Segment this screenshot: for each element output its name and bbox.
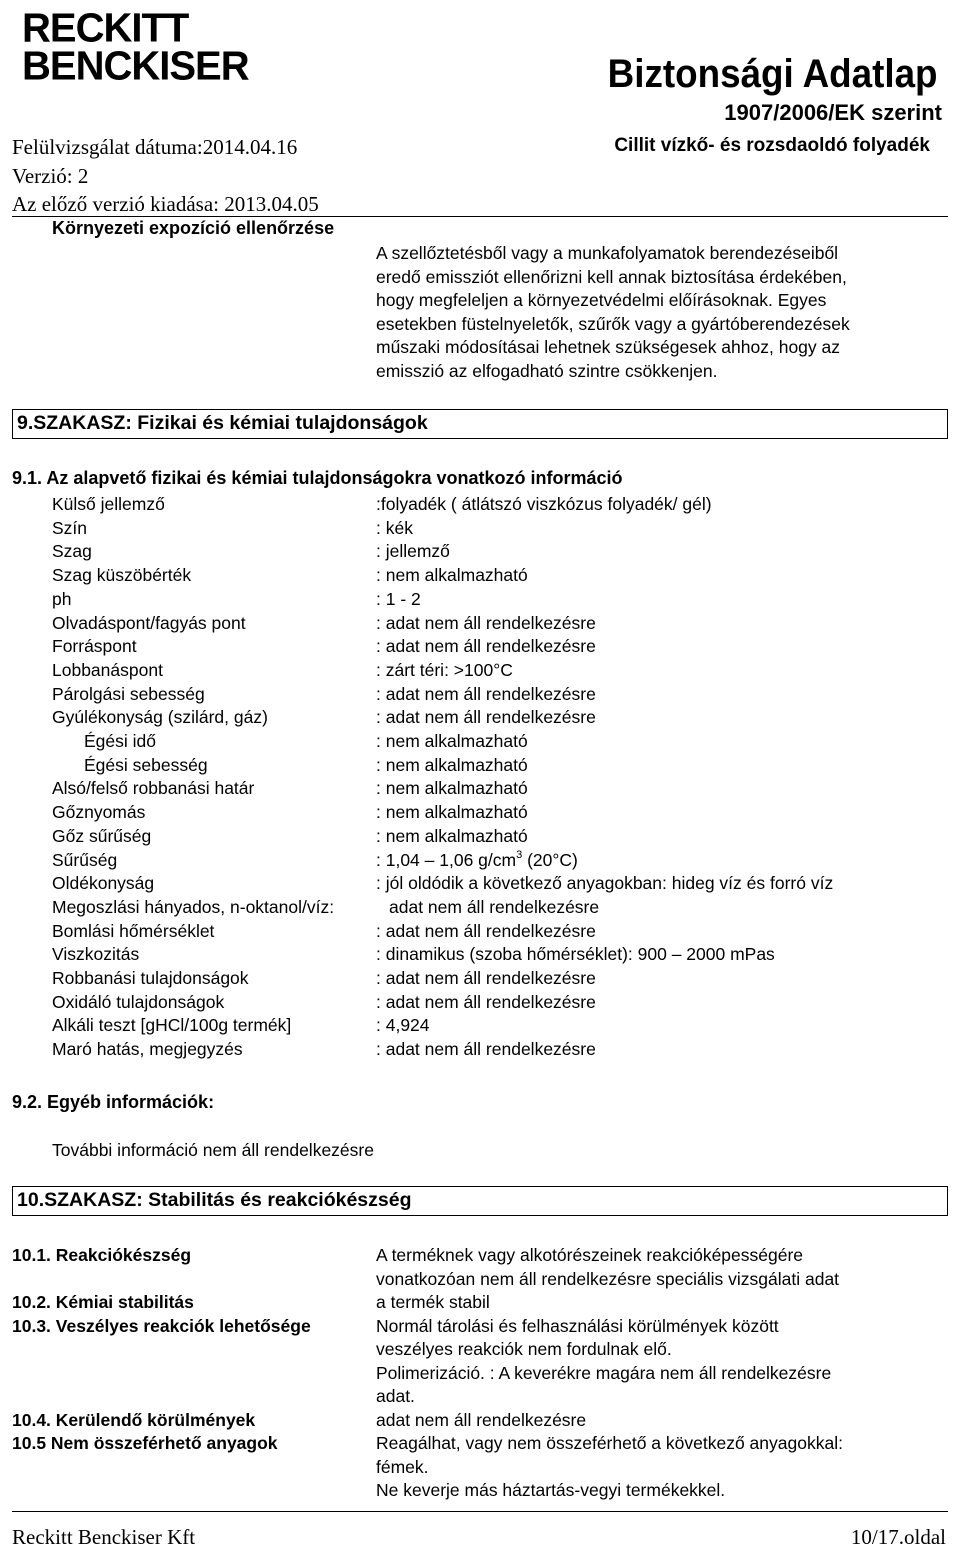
property-value	[376, 613, 596, 634]
env-line: eredő emissziót ellenőrizni kell annak biztosítása érdekében,	[376, 266, 847, 287]
property-label: Gyúlékonyság (szilárd, gáz)	[52, 707, 268, 728]
property-value	[376, 565, 528, 586]
property-value	[376, 873, 833, 894]
logo-text-line2: BENCKISER	[22, 43, 249, 89]
property-value	[376, 944, 775, 965]
stability-item-text: vonatkozóan nem áll rendelkezésre speciális vizsgálati adat	[376, 1268, 840, 1289]
env-line: A szellőztetésből vagy a munkafolyamatok berendezéseiből	[376, 243, 839, 263]
property-value-suffix: (20°C)	[522, 849, 578, 870]
revision-date: Felülvizsgálat dátuma:2014.04.16	[12, 135, 298, 159]
stability-item-text: Reagálhat, vagy nem összeférhető a következő anyagokkal:	[376, 1433, 843, 1453]
property-value-text: : adat nem áll rendelkezésre	[376, 991, 596, 1012]
property-value-text: adat nem áll rendelkezésre	[389, 896, 600, 917]
property-value-text: : 1 - 2	[376, 588, 421, 609]
env-exposure-heading: Környezeti expozíció ellenőrzése	[52, 218, 335, 238]
header-divider	[12, 216, 948, 217]
regulation-reference: 1907/2006/EK szerint	[724, 100, 942, 125]
stability-item-text: fémek.	[376, 1456, 429, 1477]
property-value-text: : nem alkalmazható	[376, 565, 528, 586]
stability-item-text: adat.	[376, 1386, 415, 1406]
property-value	[376, 518, 413, 539]
section-9-header	[12, 409, 948, 439]
env-line: műszaki módosításai lehetnek szükségesek ahhoz, hogy az	[376, 337, 841, 357]
property-value	[376, 778, 528, 799]
property-value-text: : adat nem áll rendelkezésre	[376, 968, 596, 988]
property-label: Sűrűség	[52, 849, 118, 870]
property-label: Oldékonyság	[52, 873, 155, 894]
stability-item-text: veszélyes reakciók nem fordulnak elő.	[376, 1339, 672, 1359]
property-value	[376, 660, 513, 681]
env-line: hogy megfeleljen a környezetvédelmi előírásoknak. Egyes	[376, 290, 827, 310]
stability-item-text: A terméknek vagy alkotórészeinek reakcióképességére	[376, 1245, 804, 1265]
property-value	[376, 968, 596, 989]
product-name: Cillit vízkő- és rozsdaoldó folyadék	[614, 135, 930, 156]
property-value	[376, 589, 421, 610]
section-10-header	[12, 1186, 948, 1216]
property-value	[376, 541, 450, 562]
property-value-text: : jellemző	[376, 541, 450, 562]
company-logo	[22, 5, 249, 89]
property-value-text: : jól oldódik a következő anyagokban: hideg víz és forró víz	[376, 873, 834, 894]
property-value	[376, 802, 528, 823]
stability-item-label: 10.5 Nem összeférhető anyagok	[12, 1433, 278, 1453]
property-value	[376, 494, 712, 515]
property-value	[376, 850, 578, 871]
stability-item-label: 10.1. Reakciókészség	[12, 1245, 192, 1265]
section-10-title: 10.SZAKASZ: Stabilitás és reakciókészség	[17, 1189, 412, 1211]
property-label: Lobbanáspont	[52, 659, 163, 680]
property-label: Bomlási hőmérséklet	[52, 920, 215, 941]
property-label: Alkáli teszt [gHCl/100g termék]	[52, 1015, 292, 1036]
property-value-text: : adat nem áll rendelkezésre	[376, 920, 596, 941]
footer-divider	[12, 1511, 948, 1512]
property-label: Maró hatás, megjegyzés	[52, 1039, 243, 1060]
property-value-superscript: 3	[516, 848, 523, 861]
property-value	[376, 921, 596, 942]
property-label: Oxidáló tulajdonságok	[52, 991, 225, 1012]
stability-item-label: 10.2. Kémiai stabilitás	[12, 1292, 194, 1312]
property-value	[376, 1015, 430, 1036]
property-label: Külső jellemző	[52, 494, 165, 514]
property-value-text: : nem alkalmazható	[376, 754, 528, 775]
property-value-text: : nem alkalmazható	[376, 778, 528, 799]
property-label: Szag	[52, 541, 92, 562]
document-title: Biztonsági Adatlap	[608, 52, 938, 96]
property-label: Forráspont	[52, 636, 137, 657]
property-value-text: : nem alkalmazható	[376, 802, 528, 823]
property-label: Szag küszöbérték	[52, 565, 192, 586]
property-value	[376, 731, 528, 752]
property-label: Gőz sűrűség	[52, 825, 152, 846]
property-label: Szín	[52, 517, 88, 538]
stability-item-label: 10.3. Veszélyes reakciók lehetősége	[12, 1315, 311, 1336]
property-value	[376, 707, 596, 728]
version: Verzió: 2	[12, 164, 89, 188]
footer-company: Reckitt Benckiser Kft	[12, 1525, 196, 1549]
property-value-text: : kék	[376, 517, 413, 538]
property-value	[376, 636, 596, 657]
env-exposure-text	[376, 242, 946, 383]
property-value-text: : adat nem áll rendelkezésre	[376, 636, 596, 657]
property-label: Viszkozitás	[52, 944, 140, 965]
stability-item-text: adat nem áll rendelkezésre	[376, 1409, 587, 1430]
footer-page-number: 10/17.oldal	[850, 1525, 946, 1549]
logo-text-line1: RECKITT	[22, 5, 189, 51]
property-value	[376, 1039, 596, 1060]
stability-item-text: Polimerizáció. : A keverékre magára nem áll rendelkezésre	[376, 1362, 832, 1383]
property-label: Olvadáspont/fagyás pont	[52, 612, 246, 633]
property-value-text: : 4,924	[376, 1015, 430, 1036]
subsection-9-2-title: 9.2. Egyéb információk:	[12, 1092, 215, 1112]
property-value-text: : adat nem áll rendelkezésre	[376, 1039, 596, 1060]
subsection-9-1-title: 9.1. Az alapvető fizikai és kémiai tulajdonságokra vonatkozó információ	[12, 468, 623, 488]
property-value	[376, 684, 596, 705]
property-value	[376, 992, 596, 1013]
property-label: Megoszlási hányados, n-oktanol/víz:	[52, 896, 335, 917]
property-label: Égési sebesség	[84, 754, 208, 775]
stability-item-text: a termék stabil	[376, 1292, 490, 1312]
property-label: Égési idő	[84, 731, 156, 751]
property-value	[376, 755, 528, 776]
subsection-9-2-text: További információ nem áll rendelkezésre	[52, 1140, 374, 1160]
env-line: emisszió az elfogadható szintre csökkenjen.	[376, 360, 718, 381]
env-line: esetekben füstelnyeletők, szűrők vagy a gyártóberendezések	[376, 313, 850, 334]
stability-item-text: Normál tárolási és felhasználási körülmények között	[376, 1315, 779, 1336]
property-value-text: : adat nem áll rendelkezésre	[376, 612, 596, 633]
property-value-text: :folyadék ( átlátszó viszkózus folyadék/ gél)	[376, 494, 712, 514]
property-value-text: : nem alkalmazható	[376, 825, 528, 846]
property-label: ph	[52, 588, 72, 609]
property-value-text: : 1,04 – 1,06 g/cm	[376, 849, 517, 870]
property-value	[389, 897, 599, 918]
property-value-text: : adat nem áll rendelkezésre	[376, 683, 596, 704]
previous-version: Az előző verzió kiadása: 2013.04.05	[12, 192, 319, 216]
property-label: Alsó/felső robbanási határ	[52, 778, 255, 799]
stability-item-label: 10.4. Kerülendő körülmények	[12, 1409, 256, 1430]
property-value-text: : dinamikus (szoba hőmérséklet): 900 – 2000 mPas	[376, 944, 775, 965]
property-label: Robbanási tulajdonságok	[52, 968, 249, 988]
section-9-title: 9.SZAKASZ: Fizikai és kémiai tulajdonságok	[17, 412, 428, 434]
property-value-text: : zárt téri: >100°C	[376, 659, 513, 680]
property-label: Párolgási sebesség	[52, 683, 205, 704]
property-value-text: : adat nem áll rendelkezésre	[376, 707, 596, 728]
property-value	[376, 826, 528, 847]
property-value-text: : nem alkalmazható	[376, 731, 528, 751]
property-label: Gőznyomás	[52, 802, 146, 823]
stability-item-text: Ne keverje más háztartás-vegyi termékekkel.	[376, 1480, 726, 1500]
